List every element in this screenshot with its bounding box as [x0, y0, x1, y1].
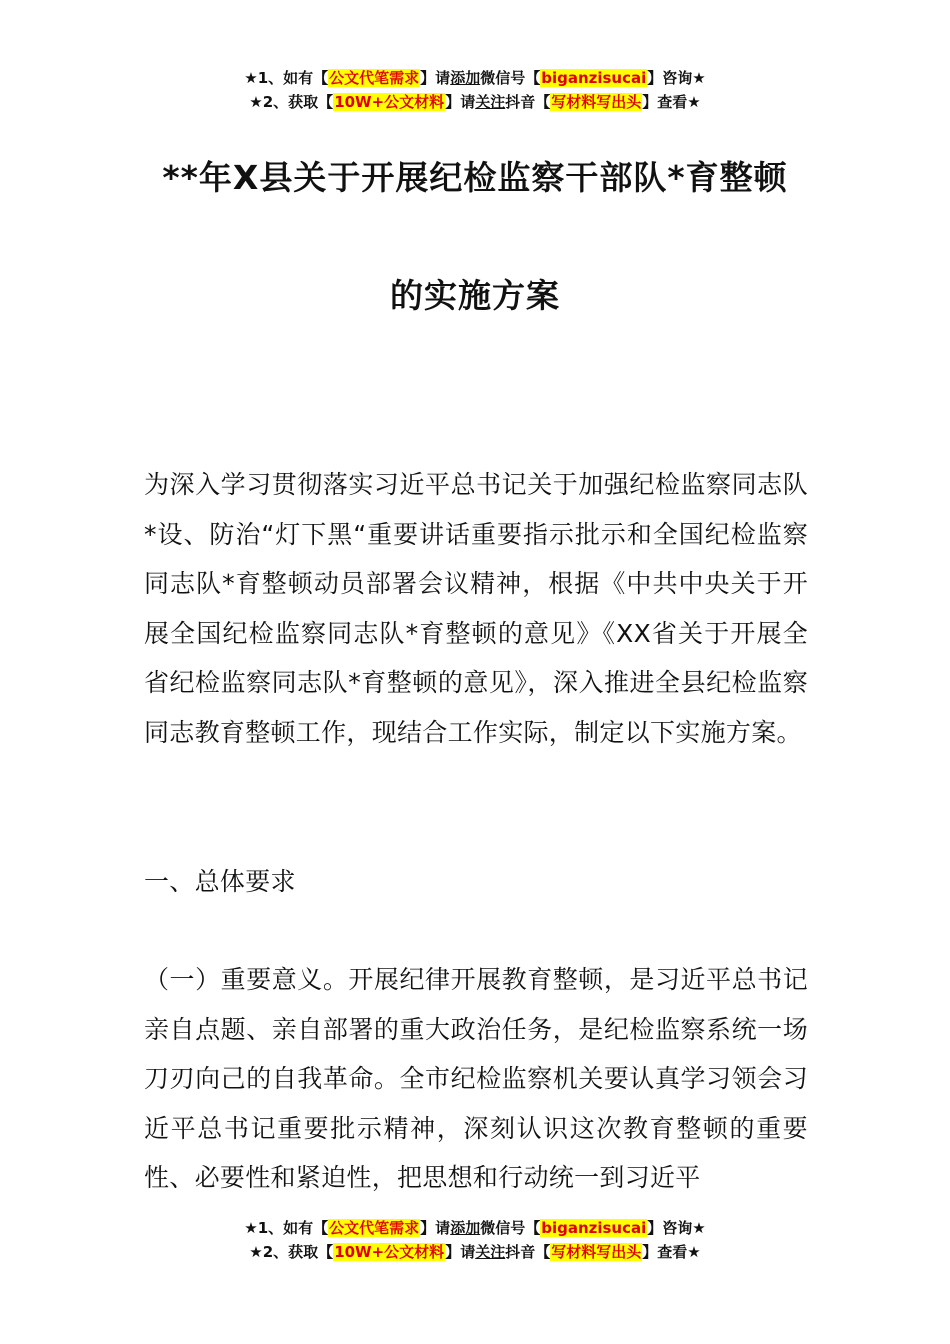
section-heading: 一、总体要求: [144, 867, 296, 896]
promo-line-2: ★2、获取【10W+公文材料】请关注抖音【写材料写出头】查看★: [249, 1243, 701, 1261]
promo-wechat-id: biganzisucai: [541, 1219, 647, 1237]
promo-underline: 关注: [475, 93, 506, 111]
promo-line-1: ★1、如有【公文代笔需求】请添加微信号【biganzisucai】咨询★: [244, 69, 706, 87]
promo-highlight: 公文代笔需求: [329, 69, 420, 87]
promo-underline: 关注: [475, 1243, 506, 1261]
promo-wechat-id: biganzisucai: [541, 69, 647, 87]
document-title-line-2: 的实施方案: [390, 276, 560, 315]
promo-douyin-account: 写材料写出头: [551, 1243, 642, 1261]
promo-highlight: 10W+公文材料: [334, 93, 445, 111]
document-title-line-1: **年X县关于开展纪检监察干部队*育整顿: [162, 158, 788, 197]
promo-underline: 添加: [450, 1219, 481, 1237]
footer-promo-banner: [0, 1216, 950, 1264]
promo-line-2: ★2、获取【10W+公文材料】请关注抖音【写材料写出头】查看★: [249, 93, 701, 111]
header-promo-banner: [0, 66, 950, 114]
promo-underline: 添加: [450, 69, 481, 87]
body-paragraph: （一）重要意义。开展纪律开展教育整顿，是习近平总书记亲自点题、亲自部署的重大政治任务，是纪检监察系统一场刀刃向己的自我革命。全市纪检监察机关要认真学习领会习近平总书记重要批示精神，深刻认识这次教育整顿的重要性、必要性和紧迫性，把思想和行动统一到习近平: [144, 965, 808, 1193]
promo-line-1: ★1、如有【公文代笔需求】请添加微信号【biganzisucai】咨询★: [244, 1219, 706, 1237]
promo-douyin-account: 写材料写出头: [551, 93, 642, 111]
promo-highlight: 公文代笔需求: [329, 1219, 420, 1237]
promo-highlight: 10W+公文材料: [334, 1243, 445, 1261]
intro-paragraph: 为深入学习贯彻落实习近平总书记关于加强纪检监察同志队*设、防治“灯下黑“重要讲话重要指示批示和全国纪检监察同志队*育整顿动员部署会议精神，根据《中共中央关于开展全国纪检监察同志队*育整顿的意见》《XX省关于开展全省纪检监察同志队*育整顿的意见》，深入推进全县纪检监察同志教育整顿工作，现结合工作实际，制定以下实施方案。: [144, 470, 808, 747]
